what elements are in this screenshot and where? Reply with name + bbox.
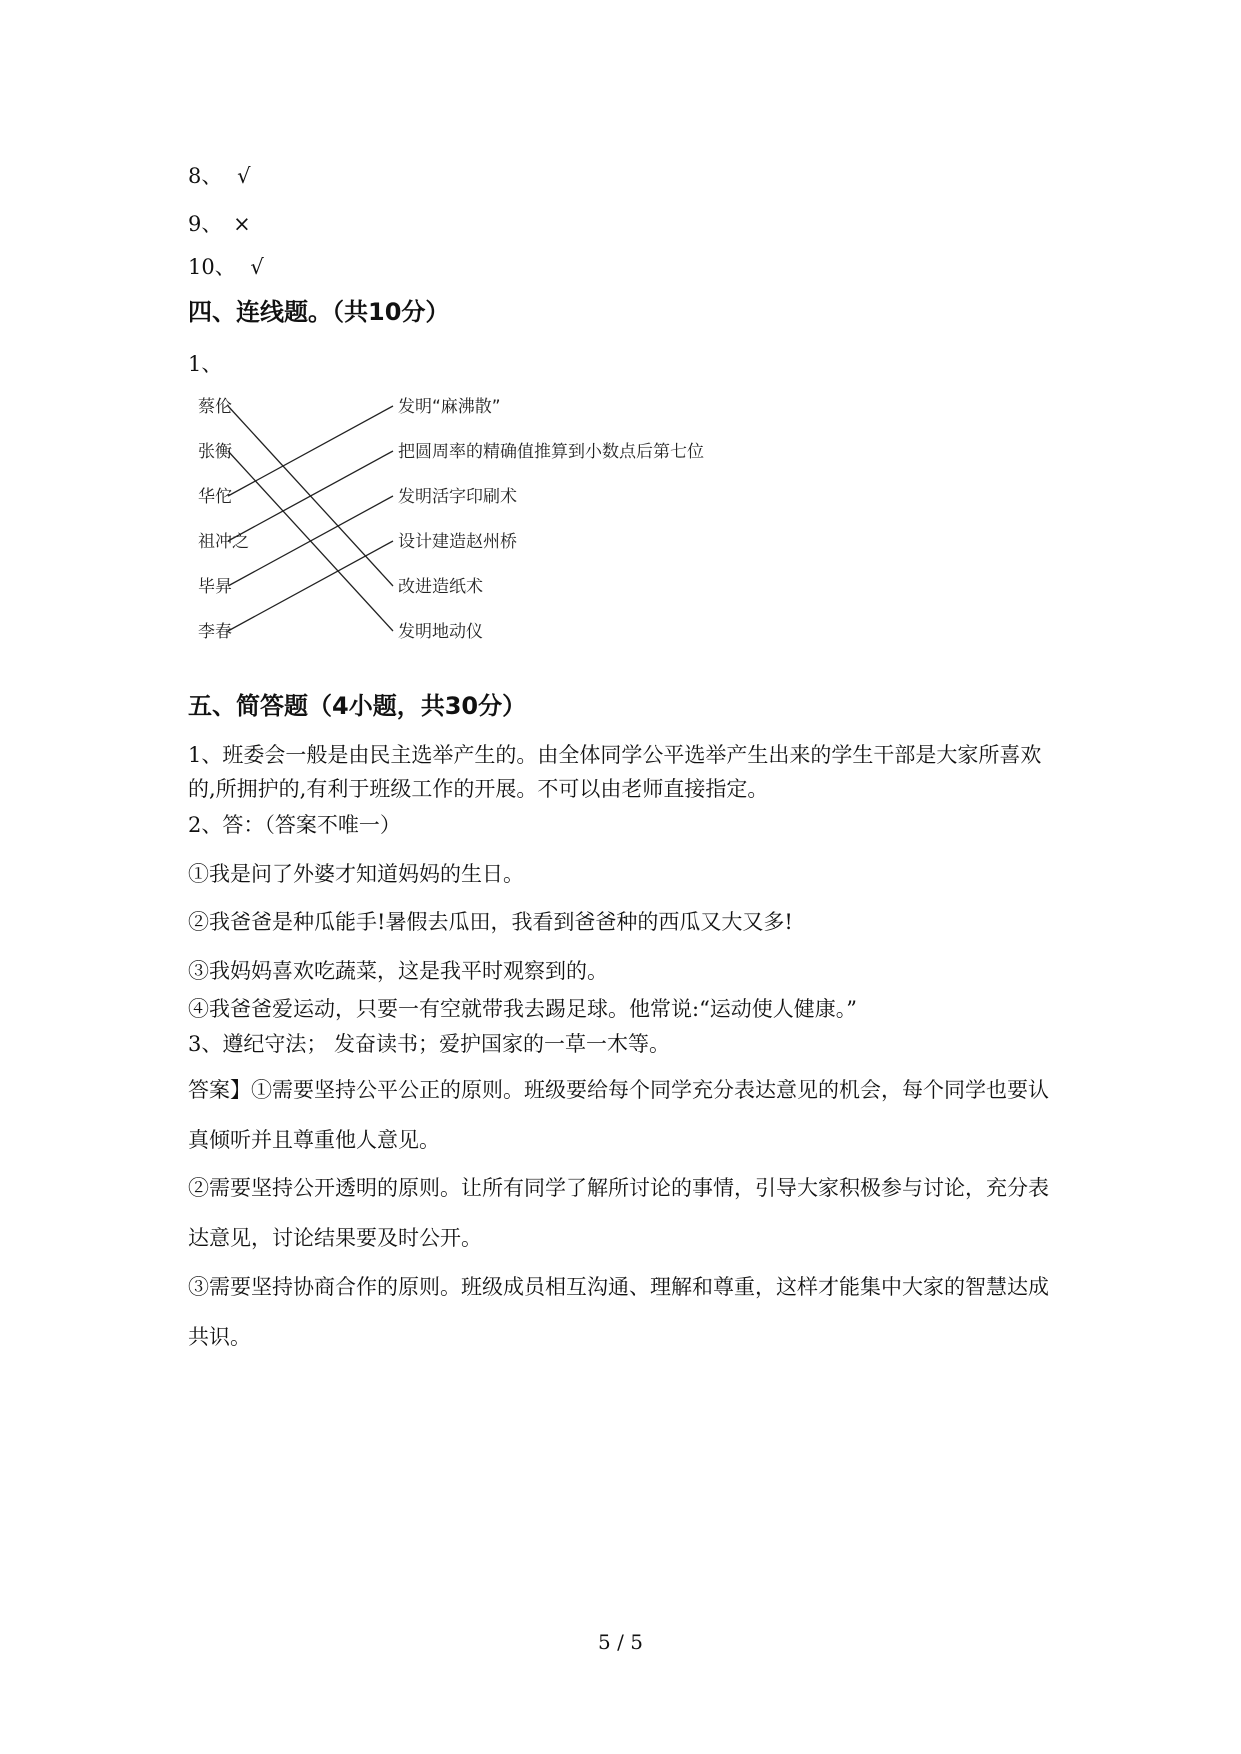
left-item: 蔡伦 xyxy=(198,397,232,417)
page-number: 5 / 5 xyxy=(598,1630,643,1654)
left-item: 张衡 xyxy=(198,442,232,462)
connection-lines xyxy=(228,406,393,631)
right-item: 发明“麻沸散” xyxy=(398,397,501,417)
answer-8 xyxy=(188,162,250,190)
right-item: 设计建造赵州桥 xyxy=(398,532,517,552)
right-item: 发明活字印刷术 xyxy=(398,487,517,507)
answer-9 xyxy=(188,210,251,238)
left-item: 毕昇 xyxy=(198,577,232,597)
connection-line xyxy=(228,496,393,586)
right-item: 把圆周率的精确值推算到小数点后第七位 xyxy=(398,442,704,462)
answer-number: 9、 xyxy=(188,212,223,236)
check-mark: √ xyxy=(237,164,251,188)
answer-4-point-2: ②需要坚持公开透明的原则。让所有同学了解所讨论的事情，引导大家积极参与讨论，充分表达意见，讨论结果要及时公开。 xyxy=(188,1176,1049,1250)
answer-2-item: ①我是问了外婆才知道妈妈的生日。 xyxy=(188,862,524,886)
matching-diagram xyxy=(188,386,704,656)
left-item: 华佗 xyxy=(198,487,232,507)
answer-1-text: 1、班委会一般是由民主选举产生的。由全体同学公平选举产生出来的学生干部是大家所喜欢的,所拥护的,有利于班级工作的开展。不可以由老师直接指定。 xyxy=(188,743,1042,801)
check-mark: √ xyxy=(250,255,264,279)
left-column xyxy=(198,397,249,642)
cross-mark: × xyxy=(233,212,251,236)
answer-2-item: ②我爸爸是种瓜能手!暑假去瓜田，我看到爸爸种的西瓜又大又多! xyxy=(188,910,793,934)
right-column xyxy=(398,397,704,642)
answer-number: 8、 xyxy=(188,164,223,188)
answer-2-intro: 2、答：（答案不唯一） xyxy=(188,813,401,837)
left-item: 祖冲之 xyxy=(198,532,249,552)
answer-10 xyxy=(188,253,264,281)
connection-line xyxy=(228,451,393,541)
answer-4-point-1: 答案】①需要坚持公平公正的原则。班级要给每个同学充分表达意见的机会，每个同学也要认真倾听并且尊重他人意见。 xyxy=(188,1078,1049,1152)
right-item: 改进造纸术 xyxy=(398,577,483,597)
left-item: 李春 xyxy=(198,622,232,642)
answer-2-item: ③我妈妈喜欢吃蔬菜，这是我平时观察到的。 xyxy=(188,959,608,983)
right-item: 发明地动仪 xyxy=(398,622,483,642)
answer-3-text: 3、遵纪守法； 发奋读书；爱护国家的一草一木等。 xyxy=(188,1032,671,1056)
section-heading-matching: 四、连线题。（共10分） xyxy=(188,298,450,326)
connection-line xyxy=(228,406,393,496)
answer-4-point-3: ③需要坚持协商合作的原则。班级成员相互沟通、理解和尊重，这样才能集中大家的智慧达成共识。 xyxy=(188,1275,1049,1349)
question-number: 1、 xyxy=(188,352,223,376)
section-heading-short-answer: 五、简答题（4小题，共30分） xyxy=(188,692,527,720)
answer-2-item: ④我爸爸爱运动，只要一有空就带我去踢足球。他常说:“运动使人健康。” xyxy=(188,997,858,1021)
answer-number: 10、 xyxy=(188,255,236,279)
connection-line xyxy=(228,541,393,631)
